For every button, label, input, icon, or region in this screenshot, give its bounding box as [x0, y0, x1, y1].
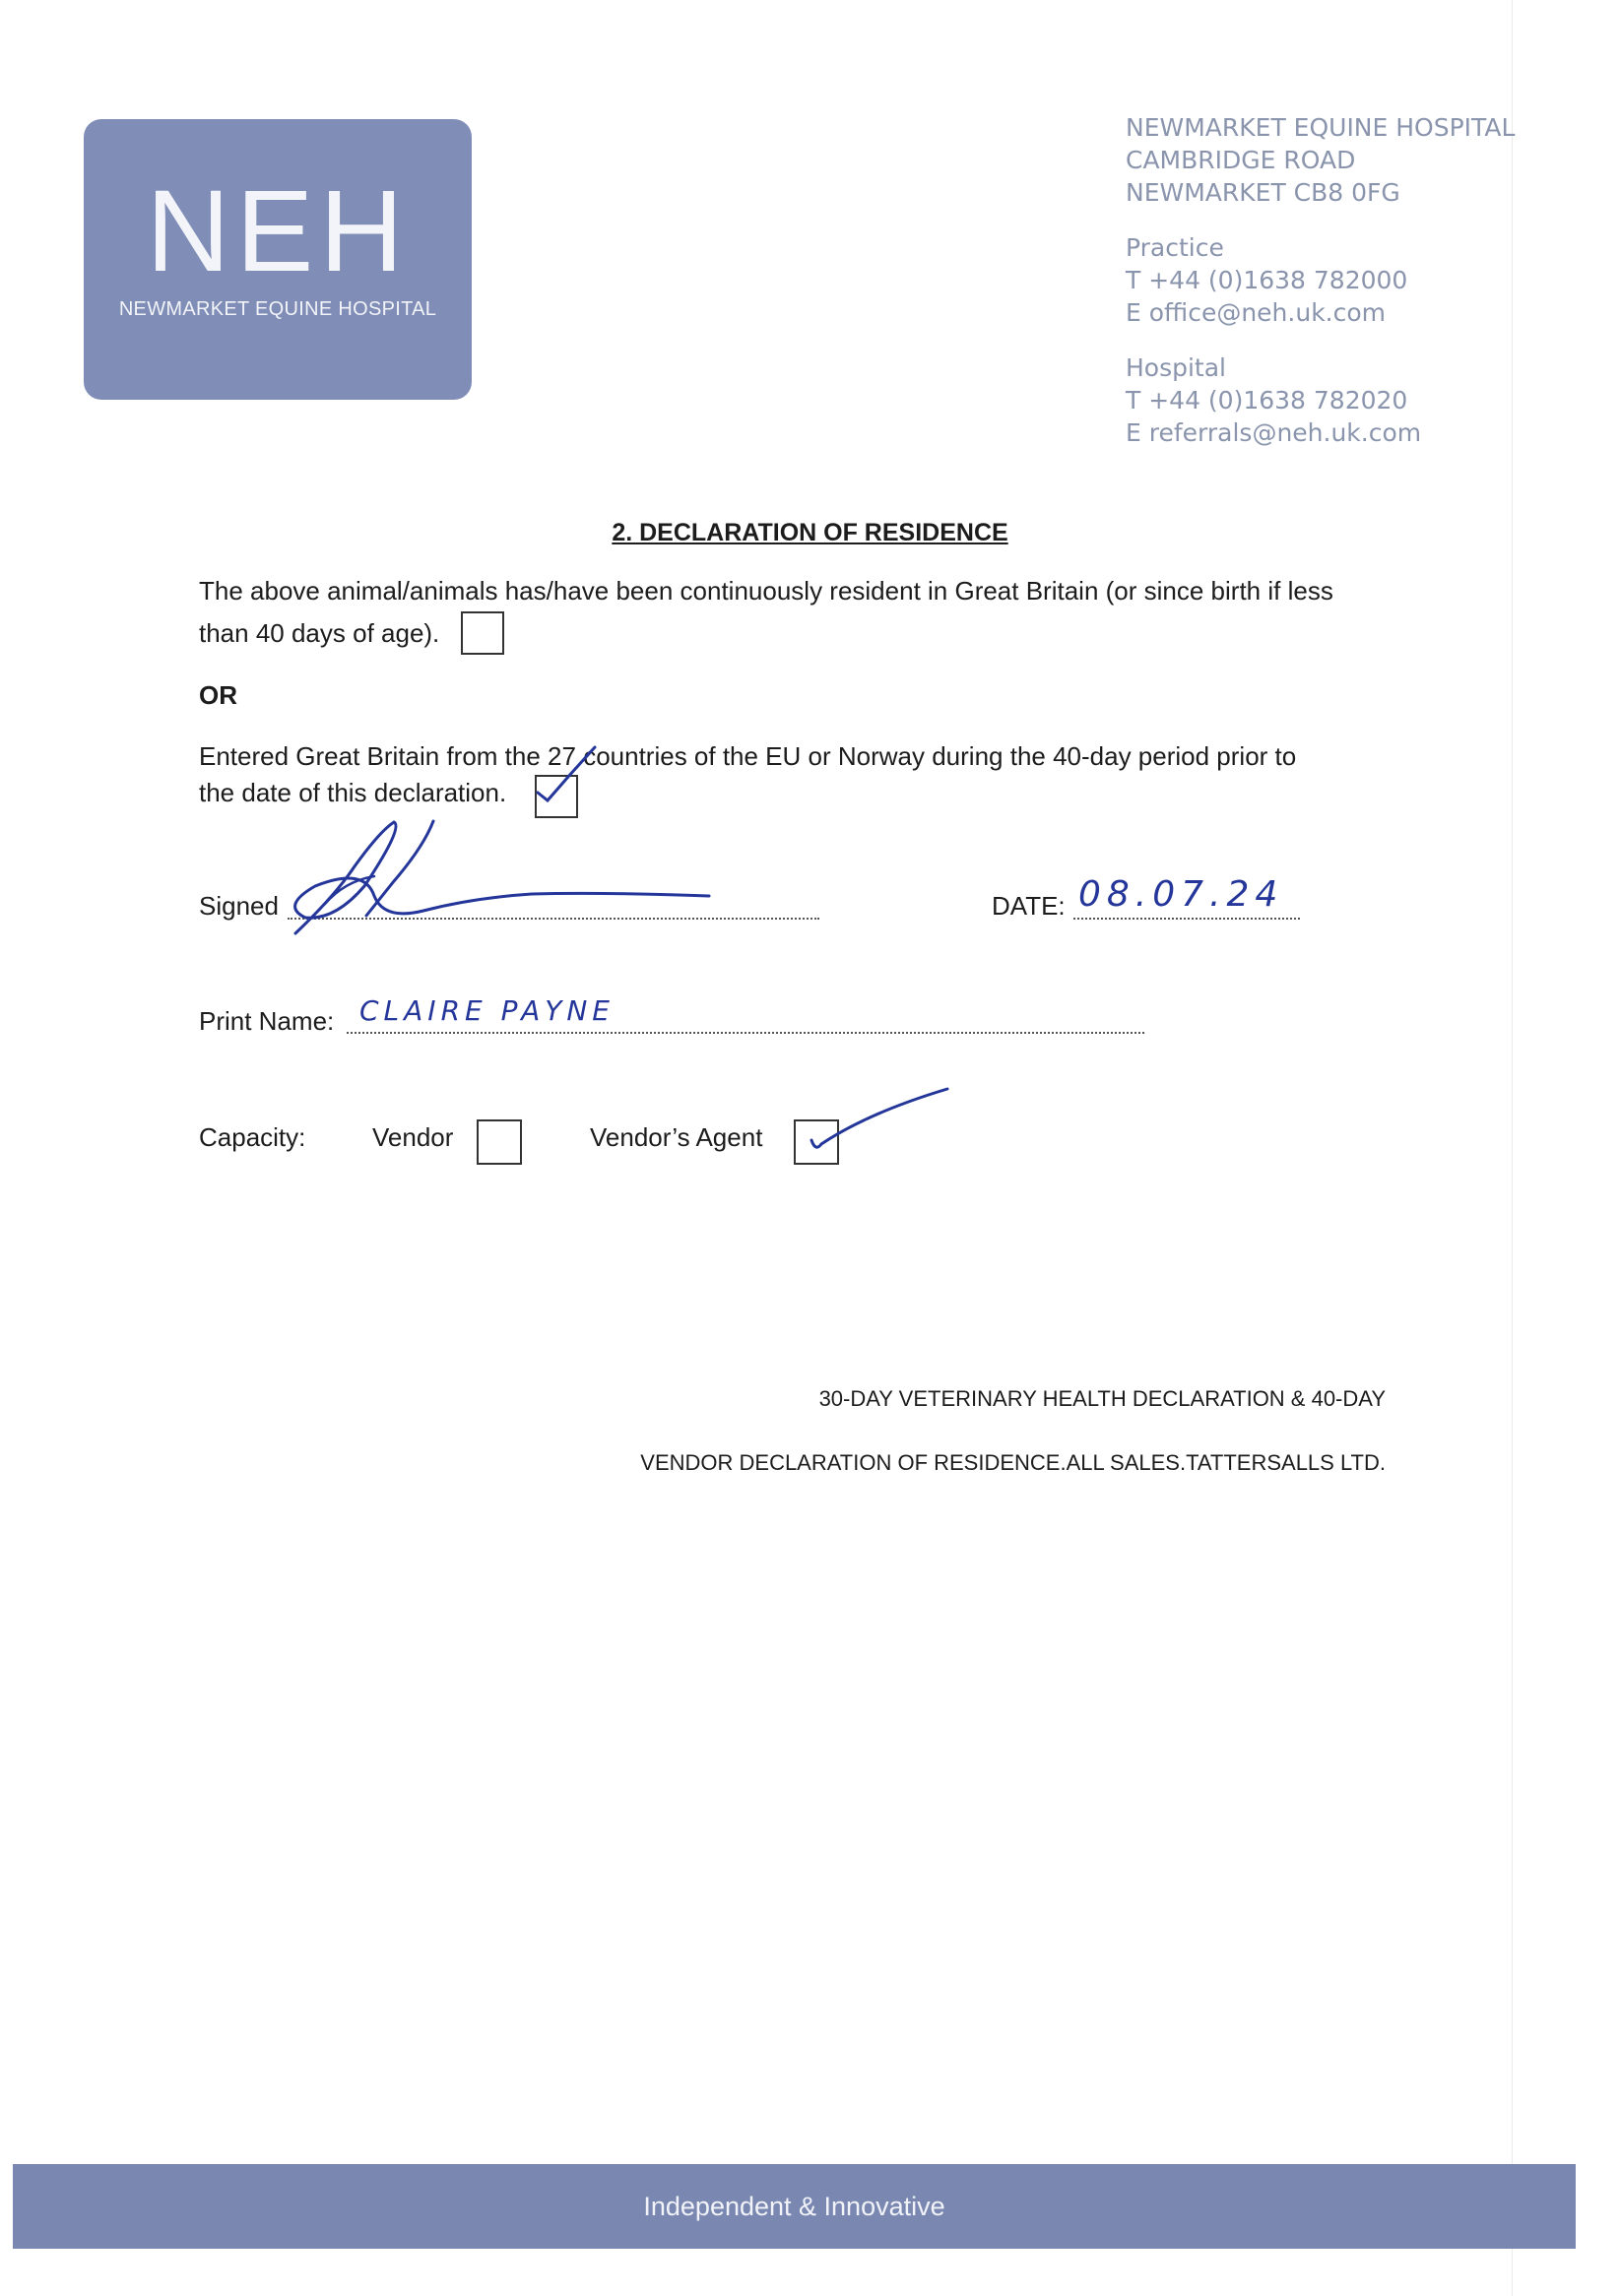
hospital-email: E referrals@neh.uk.com	[1126, 418, 1422, 447]
practice-contact	[1126, 231, 1407, 329]
hospital-address	[1126, 111, 1515, 209]
neh-logo	[84, 119, 472, 400]
print-name-line	[347, 1032, 1144, 1034]
signature-image	[276, 807, 719, 945]
footnote-line1: 30-DAY VETERINARY HEALTH DECLARATION & 40-DAY	[818, 1386, 1386, 1411]
footnote-line2: VENDOR DECLARATION OF RESIDENCE.ALL SALES.TATTERSALLS LTD.	[640, 1450, 1386, 1475]
declaration-heading: 2. DECLARATION OF RESIDENCE	[612, 519, 1008, 546]
print-name-label: Print Name:	[199, 1006, 335, 1036]
signed-label: Signed	[199, 891, 279, 921]
date-value: 08.07.24	[1078, 874, 1284, 915]
logo-subtitle: NEWMARKET EQUINE HOSPITAL	[118, 298, 437, 320]
practice-phone: T +44 (0)1638 782000	[1126, 266, 1408, 294]
option2-text-line1: Entered Great Britain from the 27 countries of the EU or Norway during the 40-day period prior to	[199, 741, 1297, 771]
vendors-agent-checkbox[interactable]	[794, 1119, 839, 1165]
vendor-checkbox[interactable]	[477, 1119, 522, 1165]
option2-checkbox[interactable]	[535, 775, 578, 818]
vendors-agent-label: Vendor’s Agent	[590, 1122, 763, 1152]
page-edge	[1512, 0, 1513, 2296]
address-line: CAMBRIDGE ROAD	[1126, 146, 1356, 174]
option1-checkbox[interactable]	[461, 611, 504, 655]
hospital-phone: T +44 (0)1638 782020	[1126, 386, 1408, 415]
option1-text-line2: than 40 days of age).	[199, 618, 440, 648]
footer-tagline: Independent & Innovative	[643, 2192, 945, 2221]
address-line: NEWMARKET EQUINE HOSPITAL	[1126, 113, 1516, 142]
capacity-label: Capacity:	[199, 1122, 306, 1152]
footer-band	[13, 2164, 1576, 2249]
print-name-value: CLAIRE PAYNE	[359, 994, 615, 1027]
hospital-contact	[1126, 351, 1421, 449]
practice-label: Practice	[1126, 233, 1224, 262]
date-label: DATE:	[992, 891, 1066, 921]
date-line	[1073, 918, 1300, 920]
practice-email: E office@neh.uk.com	[1126, 298, 1387, 327]
or-label: OR	[199, 680, 237, 710]
address-line: NEWMARKET CB8 0FG	[1126, 178, 1400, 207]
hospital-label: Hospital	[1126, 353, 1227, 382]
option2-text-line2: the date of this declaration.	[199, 778, 507, 807]
signature-line	[288, 918, 819, 920]
option1-text-line1: The above animal/animals has/have been continuously resident in Great Britain (or since birth if less	[199, 576, 1333, 606]
logo-mark: NEH	[146, 166, 410, 296]
vendor-label: Vendor	[372, 1122, 454, 1152]
